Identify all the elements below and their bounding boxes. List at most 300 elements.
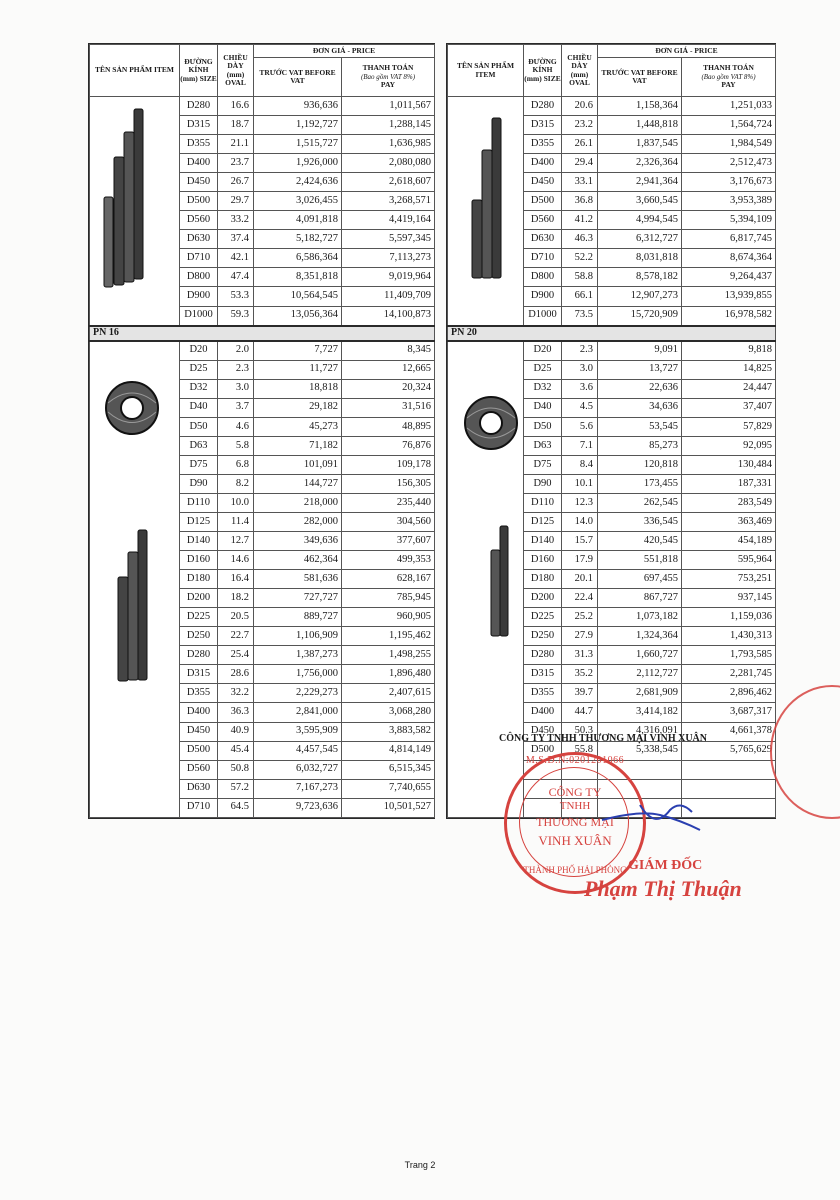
- size-cell: D160: [524, 551, 562, 570]
- before-vat-cell: 1,448,818: [598, 116, 682, 135]
- pay-cell: 156,305: [342, 474, 435, 493]
- thickness-cell: 22.7: [218, 627, 254, 646]
- before-vat-cell: 2,681,909: [598, 684, 682, 703]
- size-cell: D710: [180, 249, 218, 268]
- before-vat-cell: 3,595,909: [254, 722, 342, 741]
- pay-cell: 5,597,345: [342, 230, 435, 249]
- pay-cell: 1,564,724: [682, 116, 776, 135]
- pay-cell: 1,793,585: [682, 646, 776, 665]
- size-cell: D450: [180, 173, 218, 192]
- before-vat-cell: 15,720,909: [598, 306, 682, 326]
- size-cell: D32: [524, 379, 562, 398]
- pay-cell: 785,945: [342, 589, 435, 608]
- thickness-cell: 23.7: [218, 154, 254, 173]
- pay-cell: 377,607: [342, 532, 435, 551]
- pipe-bundle-image-right-2: [485, 520, 515, 640]
- thickness-cell: 44.7: [562, 703, 598, 722]
- pay-cell: 9,264,437: [682, 268, 776, 287]
- stamp-line-3: THƯƠNG MẠI: [536, 815, 614, 829]
- pay-cell: 8,674,364: [682, 249, 776, 268]
- before-vat-cell: 420,545: [598, 532, 682, 551]
- pay-cell: 14,825: [682, 360, 776, 379]
- stamp-line-2: TNHH: [559, 800, 591, 812]
- before-vat-cell: 8,031,818: [598, 249, 682, 268]
- before-vat-cell: 697,455: [598, 570, 682, 589]
- size-cell: D500: [180, 741, 218, 760]
- pay-cell: 8,345: [342, 341, 435, 361]
- thickness-cell: 50.8: [218, 760, 254, 779]
- before-vat-cell: 4,457,545: [254, 741, 342, 760]
- before-vat-cell: 1,073,182: [598, 608, 682, 627]
- size-cell: D560: [524, 211, 562, 230]
- pay-cell: 1,251,033: [682, 97, 776, 116]
- thickness-cell: 14.6: [218, 551, 254, 570]
- thickness-cell: 20.5: [218, 608, 254, 627]
- before-vat-cell: 2,326,364: [598, 154, 682, 173]
- thickness-cell: 26.1: [562, 135, 598, 154]
- thickness-cell: 41.2: [562, 211, 598, 230]
- size-cell: D25: [524, 360, 562, 379]
- pay-cell: 130,484: [682, 455, 776, 474]
- before-vat-cell: 11,727: [254, 360, 342, 379]
- before-vat-cell: 6,032,727: [254, 760, 342, 779]
- pay-cell: 3,176,673: [682, 173, 776, 192]
- size-cell: D400: [180, 703, 218, 722]
- pay-cell: 454,189: [682, 532, 776, 551]
- pay-cell: 2,512,473: [682, 154, 776, 173]
- thickness-cell: 47.4: [218, 268, 254, 287]
- thickness-cell: 12.3: [562, 493, 598, 512]
- thickness-cell: 20.6: [562, 97, 598, 116]
- pay-cell: 595,964: [682, 551, 776, 570]
- before-vat-cell: 349,636: [254, 532, 342, 551]
- thickness-cell: 14.0: [562, 512, 598, 531]
- thickness-cell: 7.1: [562, 436, 598, 455]
- pay-cell: 1,498,255: [342, 646, 435, 665]
- thickness-cell: 15.7: [562, 532, 598, 551]
- before-vat-cell: 18,818: [254, 379, 342, 398]
- size-cell: D180: [524, 570, 562, 589]
- size-cell: D180: [180, 570, 218, 589]
- pay-cell: 6,515,345: [342, 760, 435, 779]
- size-cell: D450: [524, 173, 562, 192]
- pay-cell: 3,268,571: [342, 192, 435, 211]
- thickness-cell: 36.8: [562, 192, 598, 211]
- header-pay: THANH TOÁN (Bao gồm VAT 8%) PAY: [682, 58, 776, 97]
- size-cell: D1000: [524, 306, 562, 326]
- thickness-cell: 25.2: [562, 608, 598, 627]
- thickness-cell: 33.1: [562, 173, 598, 192]
- thickness-cell: 8.2: [218, 474, 254, 493]
- header-pay: THANH TOÁN (Bao gồm VAT 8%) PAY: [342, 58, 435, 97]
- size-cell: D355: [524, 135, 562, 154]
- before-vat-cell: 101,091: [254, 455, 342, 474]
- thickness-cell: 29.7: [218, 192, 254, 211]
- size-cell: D630: [524, 230, 562, 249]
- thickness-cell: 17.9: [562, 551, 598, 570]
- size-cell: D355: [524, 684, 562, 703]
- thickness-cell: 2.3: [562, 341, 598, 361]
- thickness-cell: 40.9: [218, 722, 254, 741]
- thickness-cell: 46.3: [562, 230, 598, 249]
- pay-cell: 1,896,480: [342, 665, 435, 684]
- size-cell: D630: [180, 779, 218, 798]
- pay-cell: 7,740,655: [342, 779, 435, 798]
- before-vat-cell: 551,818: [598, 551, 682, 570]
- before-vat-cell: 12,907,273: [598, 287, 682, 306]
- before-vat-cell: 581,636: [254, 570, 342, 589]
- pay-cell: 7,113,273: [342, 249, 435, 268]
- pay-cell: [682, 760, 776, 779]
- thickness-cell: 28.6: [218, 665, 254, 684]
- size-cell: D225: [180, 608, 218, 627]
- thickness-cell: 73.5: [562, 306, 598, 326]
- before-vat-cell: 867,727: [598, 589, 682, 608]
- pay-cell: 48,895: [342, 417, 435, 436]
- thickness-cell: 5.8: [218, 436, 254, 455]
- company-name: CÔNG TY TNHH THƯƠNG MẠI VINH XUÂN: [499, 733, 707, 744]
- pay-cell: 1,430,313: [682, 627, 776, 646]
- thickness-cell: 16.6: [218, 97, 254, 116]
- size-cell: D90: [180, 474, 218, 493]
- pay-cell: 1,195,462: [342, 627, 435, 646]
- thickness-cell: 36.3: [218, 703, 254, 722]
- before-vat-cell: 34,636: [598, 398, 682, 417]
- size-cell: D1000: [180, 306, 218, 326]
- pay-cell: 187,331: [682, 474, 776, 493]
- thickness-cell: 35.2: [562, 665, 598, 684]
- before-vat-cell: 9,723,636: [254, 798, 342, 817]
- pay-cell: 937,145: [682, 589, 776, 608]
- pay-cell: 3,953,389: [682, 192, 776, 211]
- thickness-cell: 33.2: [218, 211, 254, 230]
- pay-cell: 1,636,985: [342, 135, 435, 154]
- size-cell: D75: [524, 455, 562, 474]
- before-vat-cell: 5,338,545: [598, 741, 682, 760]
- size-cell: D315: [524, 665, 562, 684]
- before-vat-cell: 2,424,636: [254, 173, 342, 192]
- pay-cell: 628,167: [342, 570, 435, 589]
- size-cell: D200: [180, 589, 218, 608]
- size-cell: D160: [180, 551, 218, 570]
- size-cell: D280: [524, 97, 562, 116]
- before-vat-cell: 7,167,273: [254, 779, 342, 798]
- before-vat-cell: 462,364: [254, 551, 342, 570]
- size-cell: D710: [180, 798, 218, 817]
- thickness-cell: 32.2: [218, 684, 254, 703]
- before-vat-cell: 218,000: [254, 493, 342, 512]
- thickness-cell: 66.1: [562, 287, 598, 306]
- size-cell: D800: [524, 268, 562, 287]
- pipe-bundle-image: [100, 97, 164, 293]
- pay-cell: 753,251: [682, 570, 776, 589]
- header-thickness: CHIỀU DÀY (mm) OVAL: [562, 45, 598, 97]
- size-cell: D110: [524, 493, 562, 512]
- before-vat-cell: 8,351,818: [254, 268, 342, 287]
- size-cell: D125: [524, 512, 562, 531]
- pay-cell: 10,501,527: [342, 798, 435, 817]
- size-cell: D200: [524, 589, 562, 608]
- pay-cell: 1,159,036: [682, 608, 776, 627]
- size-cell: D315: [524, 116, 562, 135]
- thickness-cell: 39.7: [562, 684, 598, 703]
- before-vat-cell: 262,545: [598, 493, 682, 512]
- size-cell: D900: [524, 287, 562, 306]
- before-vat-cell: 13,727: [598, 360, 682, 379]
- size-cell: D450: [524, 722, 562, 741]
- before-vat-cell: 1,158,364: [598, 97, 682, 116]
- size-cell: D225: [524, 608, 562, 627]
- before-vat-cell: 1,837,545: [598, 135, 682, 154]
- before-vat-cell: 889,727: [254, 608, 342, 627]
- size-cell: D50: [524, 417, 562, 436]
- size-cell: D400: [180, 154, 218, 173]
- thickness-cell: 2.0: [218, 341, 254, 361]
- header-item: TÊN SẢN PHẨM ITEM: [448, 45, 524, 97]
- thickness-cell: 23.2: [562, 116, 598, 135]
- size-cell: D630: [180, 230, 218, 249]
- before-vat-cell: 336,545: [598, 512, 682, 531]
- pay-cell: 76,876: [342, 436, 435, 455]
- thickness-cell: 53.3: [218, 287, 254, 306]
- pay-cell: 31,516: [342, 398, 435, 417]
- header-before-vat: TRƯỚC VAT BEFORE VAT: [598, 58, 682, 97]
- thickness-cell: 64.5: [218, 798, 254, 817]
- before-vat-cell: 2,229,273: [254, 684, 342, 703]
- thickness-cell: 29.4: [562, 154, 598, 173]
- thickness-cell: 3.7: [218, 398, 254, 417]
- thickness-cell: 57.2: [218, 779, 254, 798]
- pay-cell: 37,407: [682, 398, 776, 417]
- size-cell: D280: [180, 646, 218, 665]
- before-vat-cell: 29,182: [254, 398, 342, 417]
- pay-cell: 12,665: [342, 360, 435, 379]
- thickness-cell: 10.0: [218, 493, 254, 512]
- before-vat-cell: 1,324,364: [598, 627, 682, 646]
- before-vat-cell: 8,578,182: [598, 268, 682, 287]
- stamp-ring-text: M.S.D.N:0201201066: [525, 755, 625, 766]
- before-vat-cell: 4,316,091: [598, 722, 682, 741]
- pay-cell: 4,661,378: [682, 722, 776, 741]
- pay-cell: 1,984,549: [682, 135, 776, 154]
- partial-stamp-right: [770, 685, 840, 819]
- thickness-cell: 3.0: [562, 360, 598, 379]
- size-cell: D560: [180, 211, 218, 230]
- thickness-cell: 59.3: [218, 306, 254, 326]
- before-vat-cell: 13,056,364: [254, 306, 342, 326]
- before-vat-cell: 10,564,545: [254, 287, 342, 306]
- thickness-cell: 10.1: [562, 474, 598, 493]
- before-vat-cell: 3,660,545: [598, 192, 682, 211]
- thickness-cell: 16.4: [218, 570, 254, 589]
- pay-cell: 92,095: [682, 436, 776, 455]
- pipe-bundle-image-2: [108, 522, 160, 682]
- size-cell: D500: [524, 741, 562, 760]
- size-cell: D355: [180, 684, 218, 703]
- size-cell: D250: [180, 627, 218, 646]
- before-vat-cell: 71,182: [254, 436, 342, 455]
- thickness-cell: 50.3: [562, 722, 598, 741]
- before-vat-cell: 3,414,182: [598, 703, 682, 722]
- before-vat-cell: 22,636: [598, 379, 682, 398]
- size-cell: D280: [180, 97, 218, 116]
- pay-cell: 13,939,855: [682, 287, 776, 306]
- pay-cell: 5,765,629: [682, 741, 776, 760]
- before-vat-cell: 936,636: [254, 97, 342, 116]
- pay-cell: 363,469: [682, 512, 776, 531]
- pay-cell: 5,394,109: [682, 211, 776, 230]
- pay-cell: 3,883,582: [342, 722, 435, 741]
- before-vat-cell: 7,727: [254, 341, 342, 361]
- coil-pipe-image-right: [462, 392, 520, 454]
- size-cell: D63: [524, 436, 562, 455]
- size-cell: D40: [524, 398, 562, 417]
- pay-cell: 20,324: [342, 379, 435, 398]
- before-vat-cell: 4,091,818: [254, 211, 342, 230]
- thickness-cell: 2.3: [218, 360, 254, 379]
- pay-cell: 4,814,149: [342, 741, 435, 760]
- size-cell: D125: [180, 512, 218, 531]
- table-row: [90, 341, 435, 361]
- before-vat-cell: 2,841,000: [254, 703, 342, 722]
- thickness-cell: 6.8: [218, 455, 254, 474]
- size-cell: D250: [524, 627, 562, 646]
- size-cell: D20: [180, 341, 218, 361]
- header-thickness: CHIỀU DÀY (mm) OVAL: [218, 45, 254, 97]
- pay-cell: 304,560: [342, 512, 435, 531]
- pay-cell: 960,905: [342, 608, 435, 627]
- before-vat-cell: 144,727: [254, 474, 342, 493]
- size-cell: D400: [524, 154, 562, 173]
- pay-cell: 3,068,280: [342, 703, 435, 722]
- thickness-cell: 26.7: [218, 173, 254, 192]
- pipe-bundle-image-right: [464, 110, 514, 280]
- thickness-cell: 21.1: [218, 135, 254, 154]
- size-cell: D25: [180, 360, 218, 379]
- page-number: Trang 2: [404, 1160, 436, 1170]
- before-vat-cell: 85,273: [598, 436, 682, 455]
- thickness-cell: 42.1: [218, 249, 254, 268]
- director-title: GIÁM ĐỐC: [628, 858, 703, 873]
- thickness-cell: 25.4: [218, 646, 254, 665]
- before-vat-cell: 2,941,364: [598, 173, 682, 192]
- before-vat-cell: 9,091: [598, 341, 682, 361]
- thickness-cell: 5.6: [562, 417, 598, 436]
- pay-cell: 11,409,709: [342, 287, 435, 306]
- section-label-pn16: PN 16: [90, 326, 435, 341]
- size-cell: D140: [524, 532, 562, 551]
- thickness-cell: 52.2: [562, 249, 598, 268]
- thickness-cell: 18.7: [218, 116, 254, 135]
- pay-cell: 235,440: [342, 493, 435, 512]
- size-cell: D140: [180, 532, 218, 551]
- pay-cell: 3,687,317: [682, 703, 776, 722]
- thickness-cell: 20.1: [562, 570, 598, 589]
- size-cell: D500: [180, 192, 218, 211]
- before-vat-cell: 727,727: [254, 589, 342, 608]
- size-cell: D500: [524, 192, 562, 211]
- pay-cell: 16,978,582: [682, 306, 776, 326]
- pay-cell: 24,447: [682, 379, 776, 398]
- before-vat-cell: 1,756,000: [254, 665, 342, 684]
- size-cell: D40: [180, 398, 218, 417]
- thickness-cell: 22.4: [562, 589, 598, 608]
- thickness-cell: 18.2: [218, 589, 254, 608]
- pay-cell: 2,407,615: [342, 684, 435, 703]
- thickness-cell: 4.6: [218, 417, 254, 436]
- size-cell: D315: [180, 665, 218, 684]
- thickness-cell: 55.8: [562, 741, 598, 760]
- thickness-cell: 8.4: [562, 455, 598, 474]
- size-cell: D110: [180, 493, 218, 512]
- size-cell: D450: [180, 722, 218, 741]
- before-vat-cell: 1,660,727: [598, 646, 682, 665]
- director-name: Phạm Thị Thuận: [584, 876, 742, 901]
- pay-cell: 9,019,964: [342, 268, 435, 287]
- before-vat-cell: 5,182,727: [254, 230, 342, 249]
- size-cell: D315: [180, 116, 218, 135]
- thickness-cell: 4.5: [562, 398, 598, 417]
- thickness-cell: 31.3: [562, 646, 598, 665]
- pay-cell: 6,817,745: [682, 230, 776, 249]
- pay-cell: 14,100,873: [342, 306, 435, 326]
- size-cell: D63: [180, 436, 218, 455]
- before-vat-cell: 45,273: [254, 417, 342, 436]
- thickness-cell: 11.4: [218, 512, 254, 531]
- header-before-vat: TRƯỚC VAT BEFORE VAT: [254, 58, 342, 97]
- before-vat-cell: 1,926,000: [254, 154, 342, 173]
- pay-cell: 283,549: [682, 493, 776, 512]
- header-diameter: ĐƯỜNG KÍNH (mm) SIZE: [524, 45, 562, 97]
- pay-cell: 2,618,607: [342, 173, 435, 192]
- thickness-cell: 12.7: [218, 532, 254, 551]
- before-vat-cell: 2,112,727: [598, 665, 682, 684]
- pay-cell: 9,818: [682, 341, 776, 361]
- size-cell: D900: [180, 287, 218, 306]
- before-vat-cell: 4,994,545: [598, 211, 682, 230]
- size-cell: D800: [180, 268, 218, 287]
- pay-cell: 2,896,462: [682, 684, 776, 703]
- size-cell: D32: [180, 379, 218, 398]
- pay-cell: 2,080,080: [342, 154, 435, 173]
- thickness-cell: 58.8: [562, 268, 598, 287]
- pay-cell: 4,419,164: [342, 211, 435, 230]
- header-diameter: ĐƯỜNG KÍNH (mm) SIZE: [180, 45, 218, 97]
- thickness-cell: 45.4: [218, 741, 254, 760]
- before-vat-cell: 1,515,727: [254, 135, 342, 154]
- before-vat-cell: 6,312,727: [598, 230, 682, 249]
- pay-cell: 1,288,145: [342, 116, 435, 135]
- before-vat-cell: 282,000: [254, 512, 342, 531]
- before-vat-cell: 1,192,727: [254, 116, 342, 135]
- pay-cell: 57,829: [682, 417, 776, 436]
- header-price: ĐƠN GIÁ - PRICE: [598, 45, 776, 58]
- before-vat-cell: 1,387,273: [254, 646, 342, 665]
- pay-cell: 1,011,567: [342, 97, 435, 116]
- size-cell: D75: [180, 455, 218, 474]
- pay-cell: 2,281,745: [682, 665, 776, 684]
- size-cell: D560: [180, 760, 218, 779]
- before-vat-cell: 1,106,909: [254, 627, 342, 646]
- size-cell: D280: [524, 646, 562, 665]
- stamp-line-1: CÔNG TY: [548, 785, 602, 799]
- size-cell: D20: [524, 341, 562, 361]
- thickness-cell: 27.9: [562, 627, 598, 646]
- thickness-cell: 37.4: [218, 230, 254, 249]
- size-cell: D355: [180, 135, 218, 154]
- size-cell: D400: [524, 703, 562, 722]
- size-cell: D50: [180, 417, 218, 436]
